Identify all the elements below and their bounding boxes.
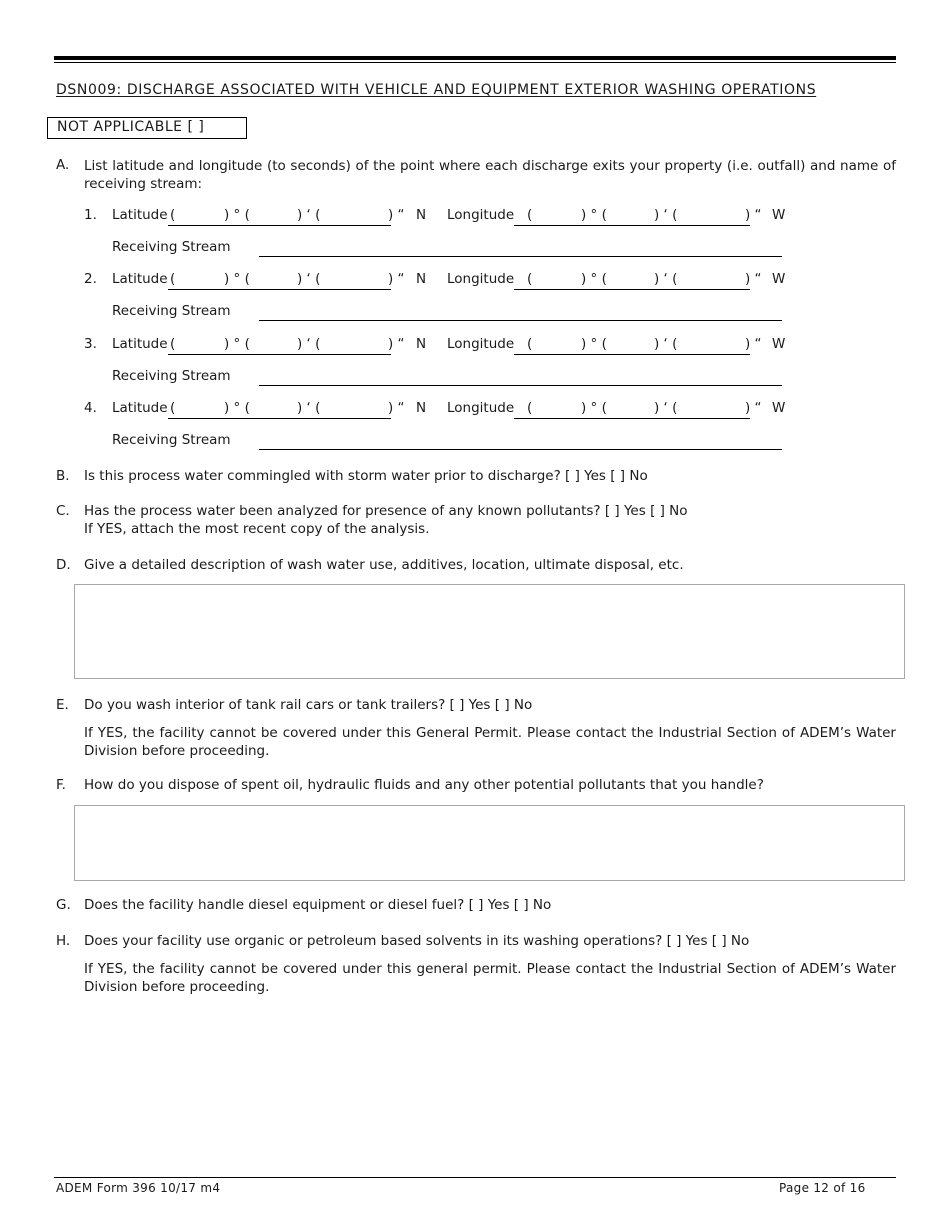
coordinate-item-number: 4. xyxy=(84,400,97,416)
coordinate-item-number: 2. xyxy=(84,271,97,287)
lon-sec-close: ) “ xyxy=(745,271,762,287)
lat-deg-open: ( xyxy=(170,207,176,223)
lon-deg-sep: ) ° ( xyxy=(581,207,607,223)
question-h-letter: H. xyxy=(56,933,71,949)
question-h-note: If YES, the facility cannot be covered under this general permit. Please contact the Industrial Section of ADEM’s Water Division before proceeding. xyxy=(84,961,896,995)
lon-deg-open: ( xyxy=(527,336,533,352)
lat-min-sep: ) ‘ ( xyxy=(297,207,321,223)
lat-sec-close: ) “ xyxy=(388,207,405,223)
lon-deg-open: ( xyxy=(527,207,533,223)
question-c-note: If YES, attach the most recent copy of the analysis. xyxy=(84,521,430,537)
receiving-stream-input[interactable] xyxy=(259,320,782,321)
longitude-input[interactable] xyxy=(514,289,750,290)
lon-sec-close: ) “ xyxy=(745,400,762,416)
receiving-stream-input[interactable] xyxy=(259,256,782,257)
footer-page-number: Page 12 of 16 xyxy=(779,1181,866,1195)
north-label: N xyxy=(416,400,427,416)
north-label: N xyxy=(416,207,427,223)
receiving-stream-label: Receiving Stream xyxy=(112,368,231,384)
lon-sec-close: ) “ xyxy=(745,336,762,352)
footer-form-id: ADEM Form 396 10/17 m4 xyxy=(56,1181,221,1195)
question-e-letter: E. xyxy=(56,697,69,713)
lat-deg-sep: ) ° ( xyxy=(224,271,250,287)
receiving-stream-label: Receiving Stream xyxy=(112,432,231,448)
header-rule-thin xyxy=(54,62,896,63)
question-g-letter: G. xyxy=(56,897,71,913)
latitude-label: Latitude xyxy=(112,271,168,287)
latitude-input[interactable] xyxy=(168,225,391,226)
not-applicable-checkbox[interactable] xyxy=(47,117,247,139)
lon-min-sep: ) ‘ ( xyxy=(654,207,678,223)
lon-deg-open: ( xyxy=(527,271,533,287)
lon-min-sep: ) ‘ ( xyxy=(654,271,678,287)
lat-sec-close: ) “ xyxy=(388,336,405,352)
lon-min-sep: ) ‘ ( xyxy=(654,336,678,352)
latitude-label: Latitude xyxy=(112,336,168,352)
receiving-stream-input[interactable] xyxy=(259,385,782,386)
lon-deg-open: ( xyxy=(527,400,533,416)
question-b-text[interactable]: Is this process water commingled with storm water prior to discharge? [ ] Yes [ ] No xyxy=(84,468,648,484)
receiving-stream-input[interactable] xyxy=(259,449,782,450)
lon-deg-sep: ) ° ( xyxy=(581,336,607,352)
west-label: W xyxy=(772,207,786,223)
lat-deg-open: ( xyxy=(170,400,176,416)
longitude-label: Longitude xyxy=(447,207,515,223)
lat-min-sep: ) ‘ ( xyxy=(297,271,321,287)
west-label: W xyxy=(772,400,786,416)
receiving-stream-label: Receiving Stream xyxy=(112,239,231,255)
question-c-text[interactable]: Has the process water been analyzed for presence of any known pollutants? [ ] Yes [ ] No xyxy=(84,503,688,519)
lon-deg-sep: ) ° ( xyxy=(581,271,607,287)
latitude-input[interactable] xyxy=(168,354,391,355)
west-label: W xyxy=(772,271,786,287)
question-a-letter: A. xyxy=(56,157,70,173)
latitude-input[interactable] xyxy=(168,289,391,290)
north-label: N xyxy=(416,336,427,352)
coordinate-item-number: 1. xyxy=(84,207,97,223)
question-e-text[interactable]: Do you wash interior of tank rail cars or tank trailers? [ ] Yes [ ] No xyxy=(84,697,533,713)
lat-deg-open: ( xyxy=(170,271,176,287)
not-applicable-label: NOT APPLICABLE [ ] xyxy=(57,119,205,135)
receiving-stream-label: Receiving Stream xyxy=(112,303,231,319)
section-title: DSN009: DISCHARGE ASSOCIATED WITH VEHICLE AND EQUIPMENT EXTERIOR WASHING OPERATIONS xyxy=(56,82,817,98)
lat-min-sep: ) ‘ ( xyxy=(297,400,321,416)
longitude-label: Longitude xyxy=(447,336,515,352)
coordinate-item-number: 3. xyxy=(84,336,97,352)
longitude-label: Longitude xyxy=(447,400,515,416)
latitude-input[interactable] xyxy=(168,418,391,419)
question-b-letter: B. xyxy=(56,468,70,484)
lon-min-sep: ) ‘ ( xyxy=(654,400,678,416)
question-e-note: If YES, the facility cannot be covered under this General Permit. Please contact the Industrial Section of ADEM’s Water Division before proceeding. xyxy=(84,725,896,759)
question-g-text[interactable]: Does the facility handle diesel equipment or diesel fuel? [ ] Yes [ ] No xyxy=(84,897,552,913)
question-f-letter: F. xyxy=(56,777,66,793)
question-d-letter: D. xyxy=(56,557,71,573)
lat-min-sep: ) ‘ ( xyxy=(297,336,321,352)
question-f-text: How do you dispose of spent oil, hydraulic fluids and any other potential pollutants that you handle? xyxy=(84,777,764,793)
question-d-text: Give a detailed description of wash water use, additives, location, ultimate disposal, etc. xyxy=(84,557,684,573)
longitude-input[interactable] xyxy=(514,354,750,355)
footer-rule xyxy=(54,1177,896,1178)
longitude-input[interactable] xyxy=(514,418,750,419)
lat-sec-close: ) “ xyxy=(388,400,405,416)
longitude-label: Longitude xyxy=(447,271,515,287)
north-label: N xyxy=(416,271,427,287)
question-a-text: List latitude and longitude (to seconds) of the point where each discharge exits your property (i.e. outfall) and name of receiving stream: xyxy=(84,158,896,192)
west-label: W xyxy=(772,336,786,352)
longitude-input[interactable] xyxy=(514,225,750,226)
header-rule-thick xyxy=(54,56,896,60)
question-h-text[interactable]: Does your facility use organic or petroleum based solvents in its washing operations? [ ] Yes [ ] No xyxy=(84,933,750,949)
lat-deg-open: ( xyxy=(170,336,176,352)
lat-sec-close: ) “ xyxy=(388,271,405,287)
description-textbox-f[interactable] xyxy=(74,805,905,881)
lon-sec-close: ) “ xyxy=(745,207,762,223)
question-c-letter: C. xyxy=(56,503,70,519)
lat-deg-sep: ) ° ( xyxy=(224,336,250,352)
latitude-label: Latitude xyxy=(112,400,168,416)
lon-deg-sep: ) ° ( xyxy=(581,400,607,416)
latitude-label: Latitude xyxy=(112,207,168,223)
lat-deg-sep: ) ° ( xyxy=(224,207,250,223)
lat-deg-sep: ) ° ( xyxy=(224,400,250,416)
description-textbox-d[interactable] xyxy=(74,584,905,679)
